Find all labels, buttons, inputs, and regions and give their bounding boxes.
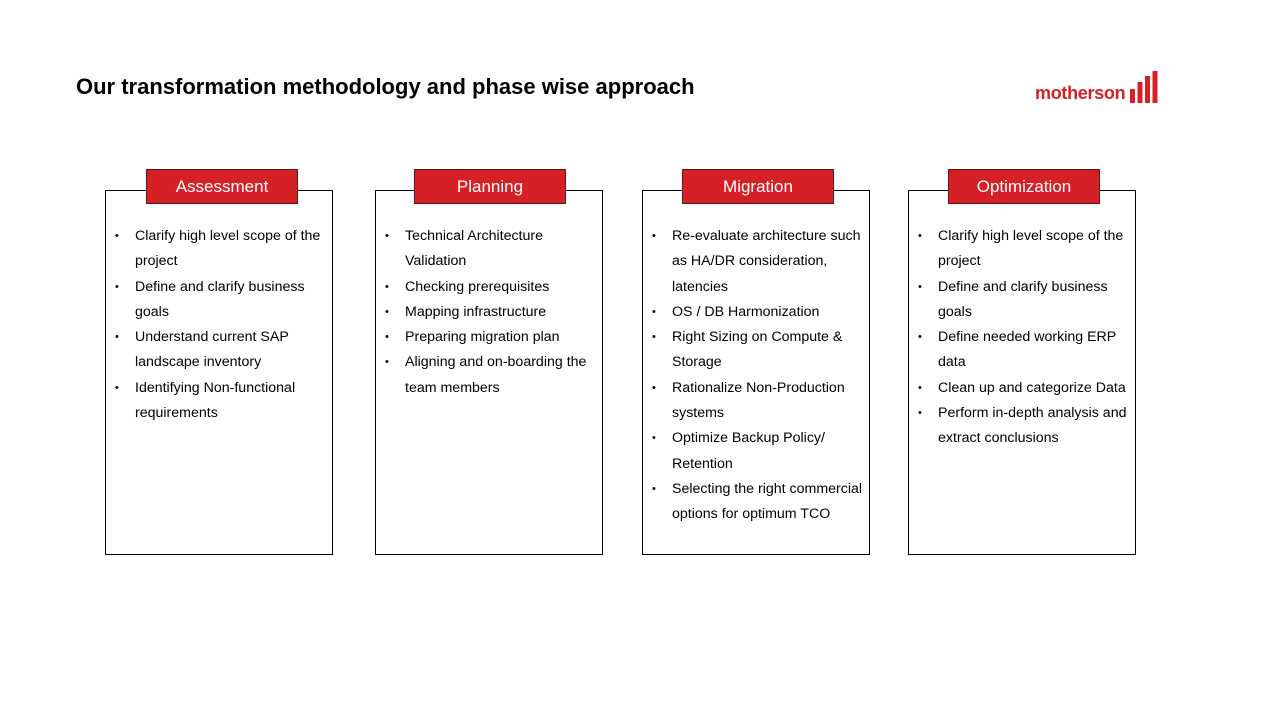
list-item: • Define and clarify business goals	[918, 275, 1129, 326]
motherson-bars-icon	[1130, 71, 1158, 103]
phase-list	[918, 224, 1129, 452]
list-item: • Rationalize Non-Production systems	[652, 376, 863, 427]
list-item: • Right Sizing on Compute & Storage	[652, 325, 863, 376]
phase-list	[385, 224, 596, 401]
phase-header-optimization: Optimization	[948, 169, 1100, 204]
phase-box-planning	[375, 190, 603, 555]
page-title: Our transformation methodology and phase wise approach	[76, 74, 695, 99]
motherson-logo	[1035, 69, 1158, 103]
list-item: • Define needed working ERP data	[918, 325, 1129, 376]
phase-list	[652, 224, 863, 528]
list-item: • Aligning and on-boarding the team members	[385, 350, 596, 401]
list-item: • Define and clarify business goals	[115, 275, 326, 326]
list-item: • Clarify high level scope of the project	[115, 224, 326, 275]
list-item: • Identifying Non-functional requirements	[115, 376, 326, 427]
list-item: • Mapping infrastructure	[385, 300, 596, 325]
list-item: • Re-evaluate architecture such as HA/DR consideration, latencies	[652, 224, 863, 300]
list-item: • Clarify high level scope of the project	[918, 224, 1129, 275]
list-item: • Selecting the right commercial options for optimum TCO	[652, 477, 863, 528]
list-item: • Perform in-depth analysis and extract conclusions	[918, 401, 1129, 452]
logo-text: motherson	[1035, 83, 1126, 103]
list-item: • Clean up and categorize Data	[918, 376, 1129, 401]
list-item: • Checking prerequisites	[385, 275, 596, 300]
phase-header-assessment: Assessment	[146, 169, 298, 204]
phase-header-migration: Migration	[682, 169, 834, 204]
phase-box-optimization	[908, 190, 1136, 555]
phase-box-assessment	[105, 190, 333, 555]
phase-list	[115, 224, 326, 426]
phase-header-planning: Planning	[414, 169, 566, 204]
phase-box-migration	[642, 190, 870, 555]
list-item: • OS / DB Harmonization	[652, 300, 863, 325]
list-item: • Optimize Backup Policy/ Retention	[652, 426, 863, 477]
list-item: • Preparing migration plan	[385, 325, 596, 350]
list-item: • Understand current SAP landscape inventory	[115, 325, 326, 376]
list-item: • Technical Architecture Validation	[385, 224, 596, 275]
